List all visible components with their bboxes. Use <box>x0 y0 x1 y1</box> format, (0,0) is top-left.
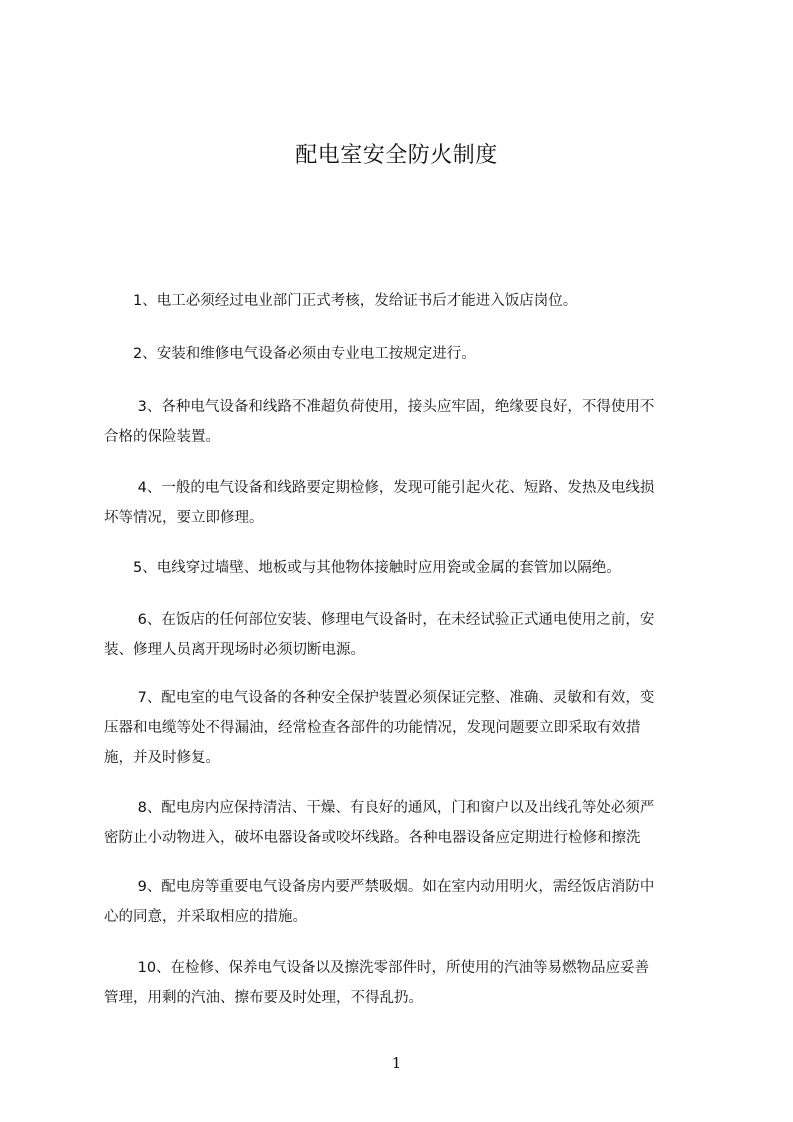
paragraph-line: 心的同意，并采取相应的措施。 <box>104 909 307 925</box>
paragraph-line: 6、在饭店的任何部位安装、修理电气设备时，在未经试验正式通电使用之前，安 <box>104 612 655 628</box>
paragraph-line: 坏等情况，要立即修理。 <box>104 510 264 526</box>
paragraph-line: 2、安装和维修电气设备必须由专业电工按规定进行。 <box>104 346 476 362</box>
paragraph-line: 9、配电房等重要电气设备房内要严禁吸烟。如在室内动用明火，需经饭店消防中 <box>104 879 655 895</box>
paragraph-line: 3、各种电气设备和线路不准超负荷使用，接头应牢固，绝缘要良好，不得使用不 <box>104 399 655 415</box>
paragraph-line: 4、一般的电气设备和线路要定期检修，发现可能引起火花、短路、发热及电线损 <box>104 480 655 496</box>
paragraph-line: 7、配电室的电气设备的各种安全保护装置必须保证完整、准确、灵敏和有效，变 <box>104 690 655 706</box>
paragraph-line: 1、电工必须经过电业部门正式考核，发给证书后才能进入饭店岗位。 <box>104 293 578 309</box>
rule-paragraph-4 <box>104 473 712 533</box>
page-number: 1 <box>391 1054 402 1072</box>
rule-paragraph-9 <box>104 872 712 932</box>
rule-paragraph-8 <box>104 793 712 853</box>
rule-paragraph-3 <box>104 392 712 452</box>
rule-paragraph-1 <box>104 286 712 316</box>
paragraph-line: 10、在检修、保养电气设备以及擦洗零部件时，所使用的汽油等易燃物品应妥善 <box>104 960 650 976</box>
paragraph-line: 密防止小动物进入，破坏电器设备或咬坏线路。各种电器设备应定期进行检修和擦洗 <box>104 830 641 846</box>
rule-paragraph-7 <box>104 683 712 773</box>
page-title: 配电室安全防火制度 <box>295 143 498 168</box>
paragraph-line: 压器和电缆等处不得漏油，经常检查各部件的功能情况，发现问题要立即采取有效措 <box>104 720 641 736</box>
paragraph-line: 8、配电房内应保持清洁、干燥、有良好的通风，门和窗户以及出线孔等处必须严 <box>104 800 655 816</box>
rule-paragraph-6 <box>104 605 712 665</box>
paragraph-line: 施，并及时修复。 <box>104 750 220 766</box>
paragraph-line: 管理，用剩的汽油、擦布要及时处理，不得乱扔。 <box>104 990 423 1006</box>
rule-paragraph-5 <box>104 553 712 583</box>
paragraph-line: 装、修理人员离开现场时必须切断电源。 <box>104 642 365 658</box>
rule-paragraph-10 <box>104 953 712 1013</box>
paragraph-line: 5、电线穿过墙壁、地板或与其他物体接触时应用瓷或金属的套管加以隔绝。 <box>104 560 621 576</box>
paragraph-line: 合格的保险装置。 <box>104 429 220 445</box>
rule-paragraph-2 <box>104 339 712 369</box>
